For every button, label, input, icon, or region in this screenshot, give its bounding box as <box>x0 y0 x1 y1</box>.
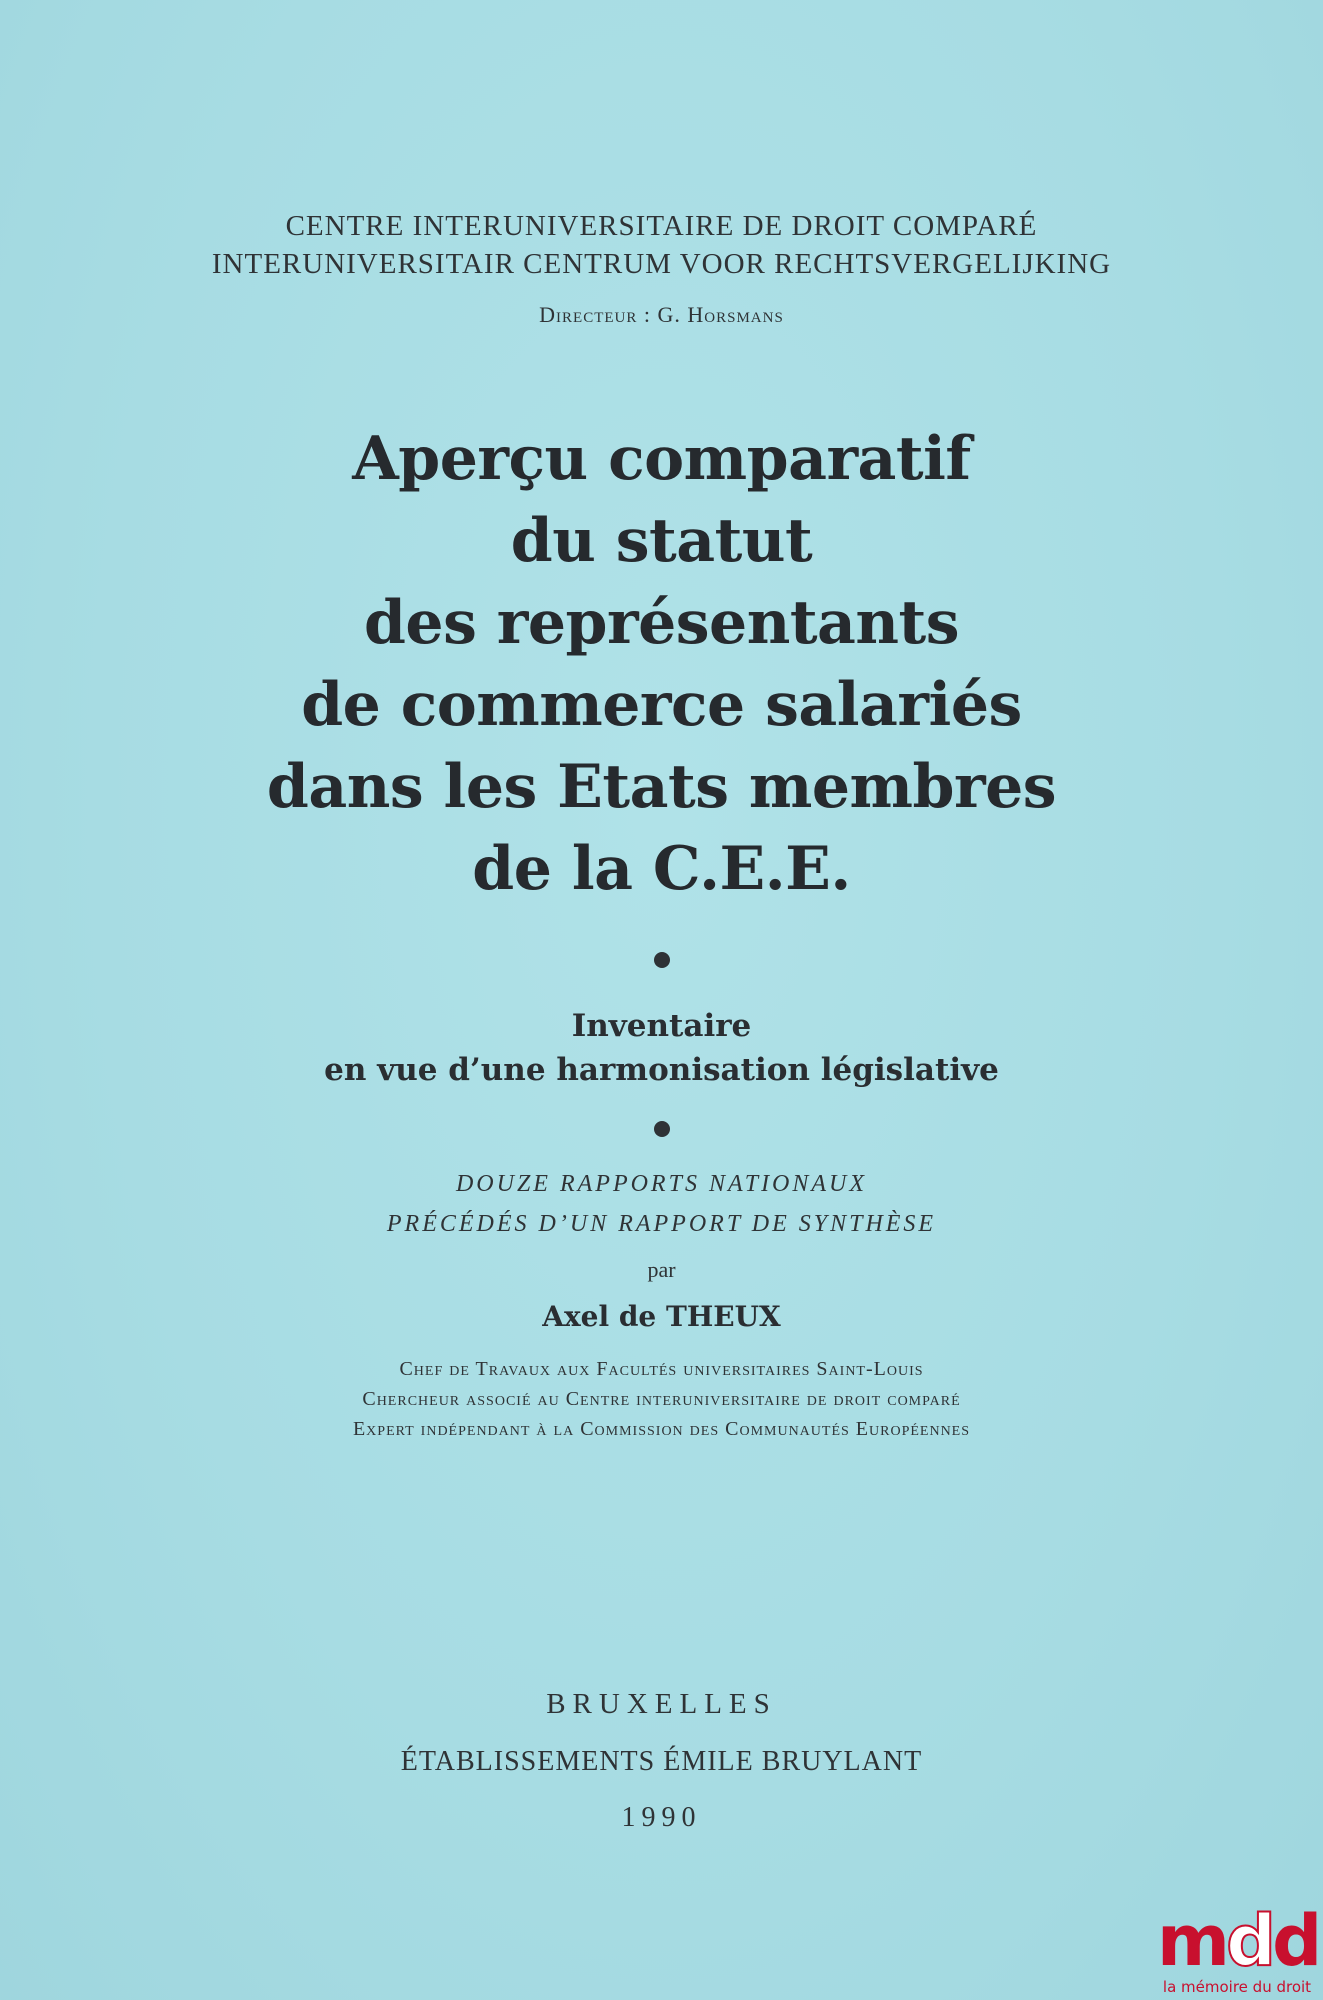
subtitle-line: en vue d’une harmonisation législative <box>324 1052 999 1088</box>
author-role: Chercheur associé au Centre interuniversitaire de droit comparé <box>362 1388 961 1410</box>
director-line: Directeur : G. Horsmans <box>539 302 784 327</box>
separator-bullet-1 <box>0 952 1323 968</box>
bullet-icon <box>654 1121 670 1137</box>
book-subtitle <box>0 1004 1323 1092</box>
imprint-publisher: ÉTABLISSEMENTS ÉMILE BRUYLANT <box>400 1746 923 1777</box>
bullet-icon <box>654 952 670 968</box>
author-roles <box>0 1354 1323 1444</box>
book-title <box>0 418 1323 910</box>
by-label: par <box>647 1257 676 1282</box>
reports-line: PRÉCÉDÉS D’UN RAPPORT DE SYNTHÈSE <box>386 1211 937 1237</box>
author-role: Expert indépendant à la Commission des Communautés Européennes <box>352 1418 971 1440</box>
institution-name-nl: INTERUNIVERSITAIR CENTRUM VOOR RECHTSVERGELIJKING <box>211 248 1112 280</box>
logo-caption: la mémoire du droit <box>1162 1978 1312 1996</box>
title-line: de la C.E.E. <box>472 834 851 904</box>
institution-name-fr: CENTRE INTERUNIVERSITAIRE DE DROIT COMPARÉ <box>285 210 1038 242</box>
author-name: Axel de THEUX <box>542 1300 781 1333</box>
imprint-year: 1990 <box>621 1802 702 1833</box>
title-line: de commerce salariés <box>301 670 1022 740</box>
title-line: dans les Etats membres <box>266 752 1057 822</box>
mdd-logo-icon: mdd <box>1157 1900 1319 1982</box>
reports-description <box>0 1164 1323 1244</box>
mdd-watermark-logo <box>1157 1900 1319 1996</box>
author-role: Chef de Travaux aux Facultés universitaires Saint-Louis <box>399 1358 924 1380</box>
subtitle-line: Inventaire <box>571 1008 752 1044</box>
institution-header <box>0 207 1323 283</box>
title-line: Aperçu comparatif <box>352 424 971 494</box>
title-line: du statut <box>510 506 813 576</box>
imprint-city: BRUXELLES <box>546 1688 777 1720</box>
reports-line: DOUZE RAPPORTS NATIONAUX <box>455 1171 868 1197</box>
separator-bullet-2 <box>0 1121 1323 1137</box>
title-line: des représentants <box>363 588 960 658</box>
